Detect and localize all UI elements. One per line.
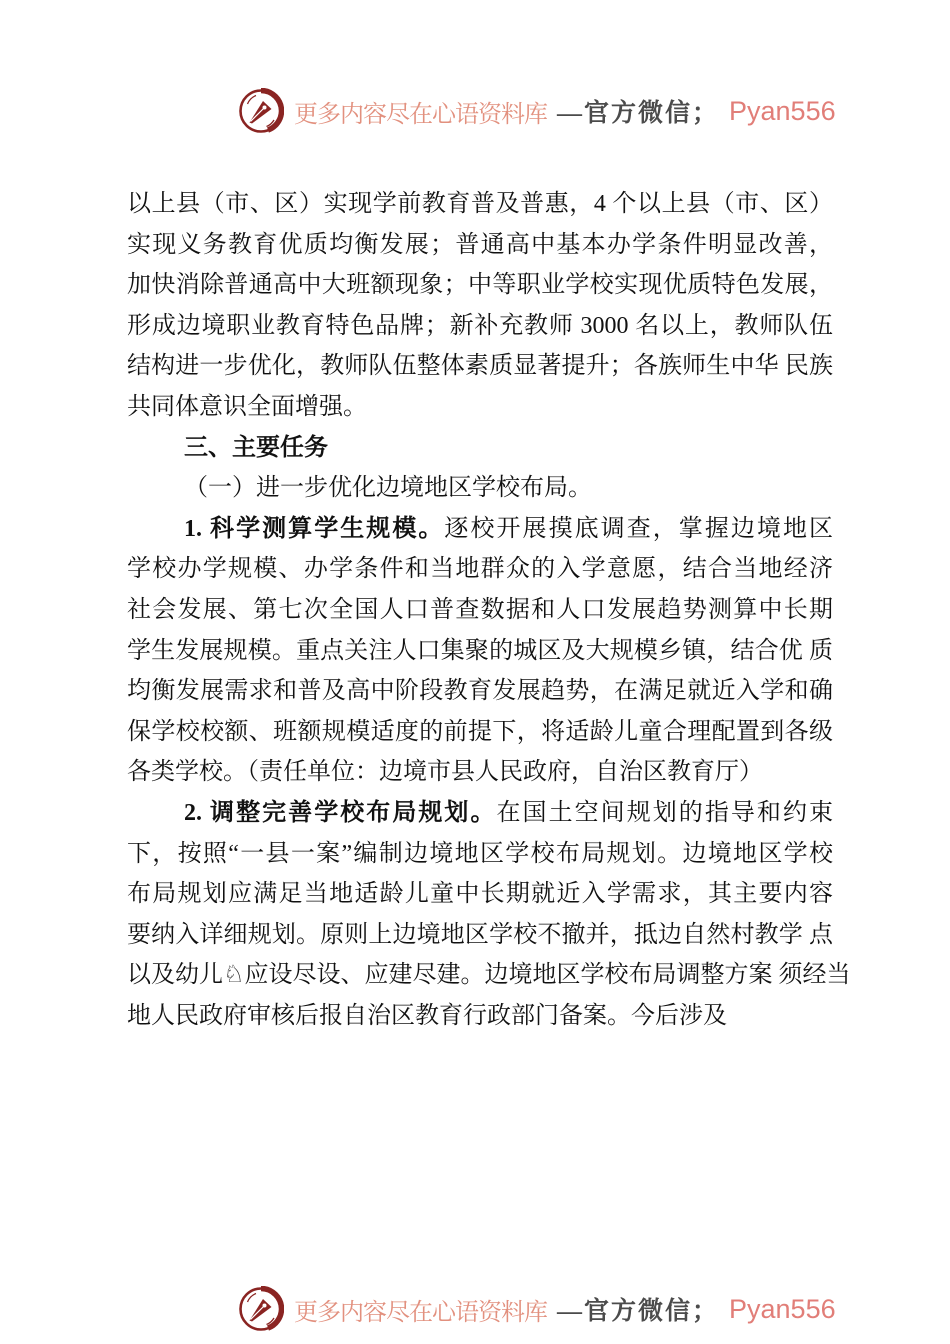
watermark-separator-text: —官方微信； (557, 1298, 720, 1325)
watermark-brand-text: 更多内容尽在心语资料库 (294, 101, 547, 128)
text-line (127, 834, 833, 875)
text-line (127, 631, 833, 672)
text-line (127, 306, 833, 347)
text-line (127, 468, 833, 509)
text-segment: 地人民政府审核后报自治区教育行政部门备案。今后涉及 (127, 1002, 727, 1029)
document-body (127, 184, 851, 1036)
text-line (127, 549, 833, 590)
text-segment: 实现义务教育优质均衡发展；普通高中基本办学条件明显改善， (127, 231, 833, 258)
text-line (127, 387, 833, 428)
text-segment: 在国土空间规划的指导和约束 (496, 799, 833, 826)
text-segment: 下，按照“一县一案”编制边境地区学校布局规划。边境地区学校 (127, 840, 833, 867)
text-line (127, 874, 833, 915)
pen-nib-logo-icon (238, 1286, 284, 1332)
section-heading (127, 428, 833, 469)
pen-nib-logo-icon (238, 88, 284, 134)
text-segment: 要纳入详细规划。原则上边境地区学校不撤并，抵边自然村教学 点 (127, 921, 833, 948)
text-segment: 布局规划应满足当地适龄儿童中长期就近入学需求，其主要内容 (127, 881, 833, 908)
text-segment: 社会发展、第七次全国人口普查数据和人口发展趋势测算中长期 (127, 596, 833, 623)
text-line (127, 752, 833, 793)
text-segment: （一）进一步优化边境地区学校布局。 (184, 475, 592, 502)
text-line (127, 346, 833, 387)
text-line (127, 793, 833, 834)
text-segment: 学生发展规模。重点关注人口集聚的城区及大规模乡镇，结合优 质 (127, 637, 833, 664)
text-segment: 形成边境职业教育特色品牌；新补充教师 3000 名以上，教师队伍 (127, 312, 833, 339)
header-watermark (238, 88, 836, 134)
text-line (127, 225, 833, 266)
watermark-account-id: Pyan556 (729, 95, 836, 126)
text-segment: 加快消除普通高中大班额现象；中等职业学校实现优质特色发展， (127, 272, 833, 299)
text-line (127, 590, 833, 631)
text-segment: 2. 调整完善学校布局规划。 (184, 799, 497, 826)
text-line (127, 712, 833, 753)
text-line (127, 996, 833, 1037)
text-segment: 以上县（市、区）实现学前教育普及普惠，4 个以上县（市、区） (127, 191, 833, 217)
text-segment: 均衡发展需求和普及高中阶段教育发展趋势，在满足就近入学和确 (127, 678, 833, 705)
text-segment: 保学校校额、班额规模适度的前提下，将适龄儿童合理配置到各级 (127, 718, 833, 745)
text-segment: 各类学校。（责任单位：边境市县人民政府，自治区教育厅） (127, 759, 763, 786)
watermark-brand-text: 更多内容尽在心语资料库 (294, 1299, 547, 1326)
text-line (127, 955, 851, 996)
text-line (127, 184, 833, 225)
text-segment: 三、主要任务 (184, 433, 328, 461)
text-segment: 结构进一步优化，教师队伍整体素质显著提升；各族师生中华 民族 (127, 353, 833, 380)
text-line (127, 509, 833, 550)
text-segment: 逐校开展摸底调查，掌握边境地区 (444, 515, 834, 542)
text-segment: 以及幼儿♘应设尽设、应建尽建。边境地区学校布局调整方案 须经当 (127, 962, 851, 989)
text-line (127, 265, 833, 306)
text-segment: 共同体意识全面增强。 (127, 393, 367, 420)
watermark-account-id: Pyan556 (729, 1293, 836, 1324)
watermark-separator-text: —官方微信； (557, 100, 720, 127)
text-segment: 1. 科学测算学生规模。 (184, 515, 445, 542)
footer-watermark (238, 1286, 836, 1332)
text-segment: 学校办学规模、办学条件和当地群众的入学意愿，结合当地经济 (127, 556, 833, 583)
text-line (127, 671, 833, 712)
text-line (127, 915, 833, 956)
